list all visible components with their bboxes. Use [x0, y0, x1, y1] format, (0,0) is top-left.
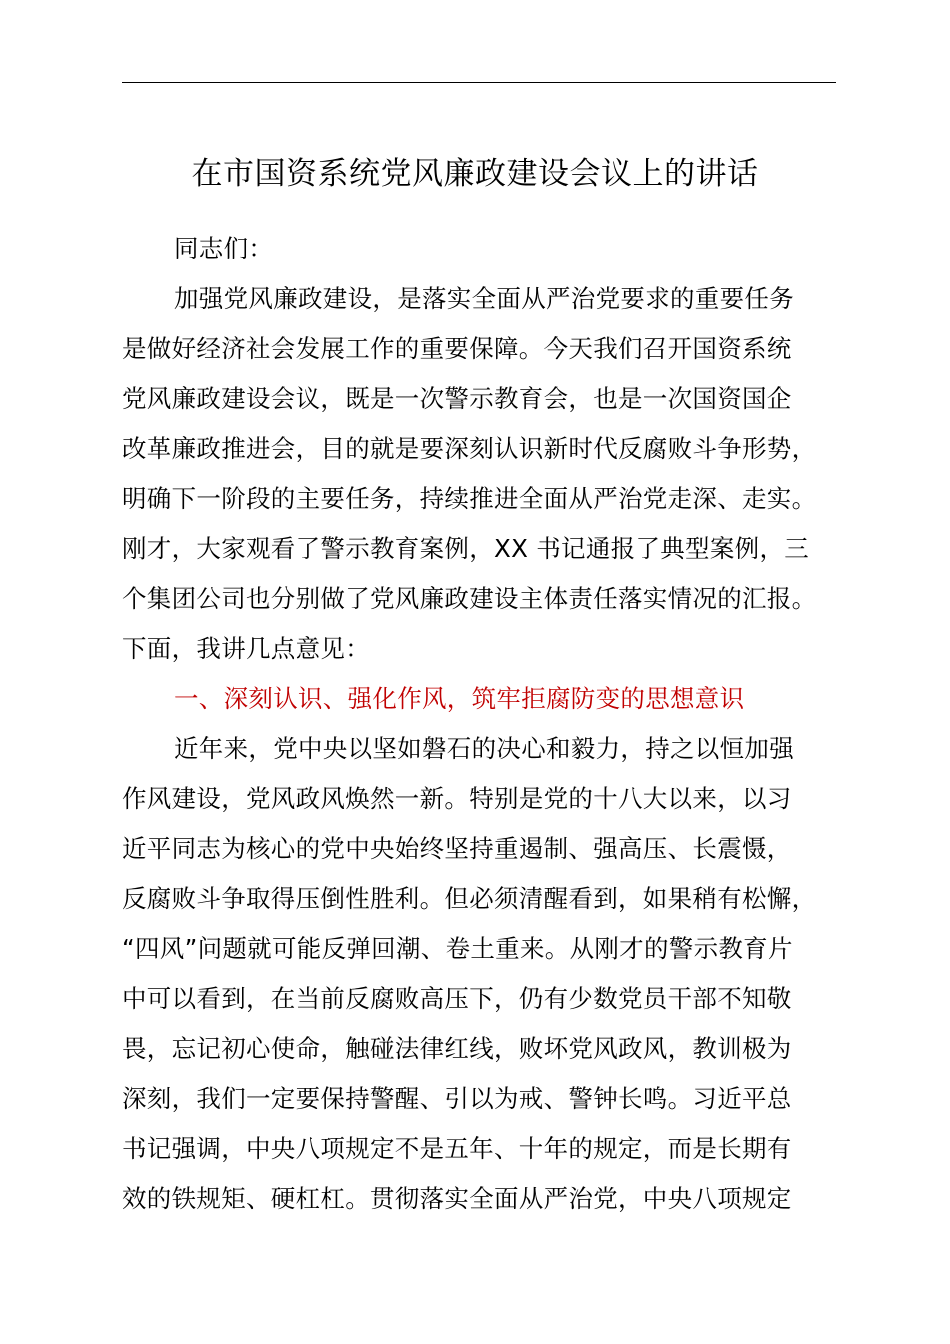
salutation: 同志们：: [174, 234, 274, 263]
body-text: [122, 224, 836, 1224]
paragraph-line: 中可以看到，在当前反腐败高压下，仍有少数党员干部不知敬: [122, 984, 792, 1013]
paragraph-line: 明确下一阶段的主要任务，持续推进全面从严治党走深、走实。: [122, 484, 817, 513]
header-rule: [122, 82, 836, 83]
paragraph-line: 加强党风廉政建设，是落实全面从严治党要求的重要任务: [174, 284, 794, 313]
paragraph-line: 刚才，大家观看了警示教育案例，XX 书记通报了典型案例，三: [122, 534, 810, 563]
section-heading: 一、深刻认识、强化作风，筑牢拒腐防变的思想意识: [174, 684, 745, 713]
paragraph-line: 是做好经济社会发展工作的重要保障。今天我们召开国资系统: [122, 334, 792, 363]
paragraph-line: 党风廉政建设会议，既是一次警示教育会，也是一次国资国企: [122, 384, 792, 413]
paragraph-line: 书记强调，中央八项规定不是五年、十年的规定，而是长期有: [122, 1134, 792, 1163]
paragraph-line: 改革廉政推进会，目的就是要深刻认识新时代反腐败斗争形势，: [122, 434, 817, 463]
paragraph-line: 下面，我讲几点意见：: [122, 634, 370, 663]
paragraph-line: 作风建设，党风政风焕然一新。特别是党的十八大以来，以习: [122, 784, 792, 813]
paragraph-line: “四风”问题就可能反弹回潮、卷土重来。从刚才的警示教育片: [122, 934, 793, 963]
paragraph-line: 深刻，我们一定要保持警醒、引以为戒、警钟长鸣。习近平总: [122, 1084, 792, 1113]
paragraph-line: 反腐败斗争取得压倒性胜利。但必须清醒看到，如果稍有松懈，: [122, 884, 817, 913]
paragraph-line: 近年来，党中央以坚如磐石的决心和毅力，持之以恒加强: [174, 734, 794, 763]
paragraph-line: 畏，忘记初心使命，触碰法律红线，败坏党风政风，教训极为: [122, 1034, 792, 1063]
paragraph-line: 个集团公司也分别做了党风廉政建设主体责任落实情况的汇报。: [122, 584, 817, 613]
paragraph-line: 近平同志为核心的党中央始终坚持重遏制、强高压、长震慑，: [122, 834, 792, 863]
paragraph-line: 效的铁规矩、硬杠杠。贯彻落实全面从严治党，中央八项规定: [122, 1184, 792, 1213]
page-title: 在市国资系统党风廉政建设会议上的讲话: [191, 156, 759, 192]
